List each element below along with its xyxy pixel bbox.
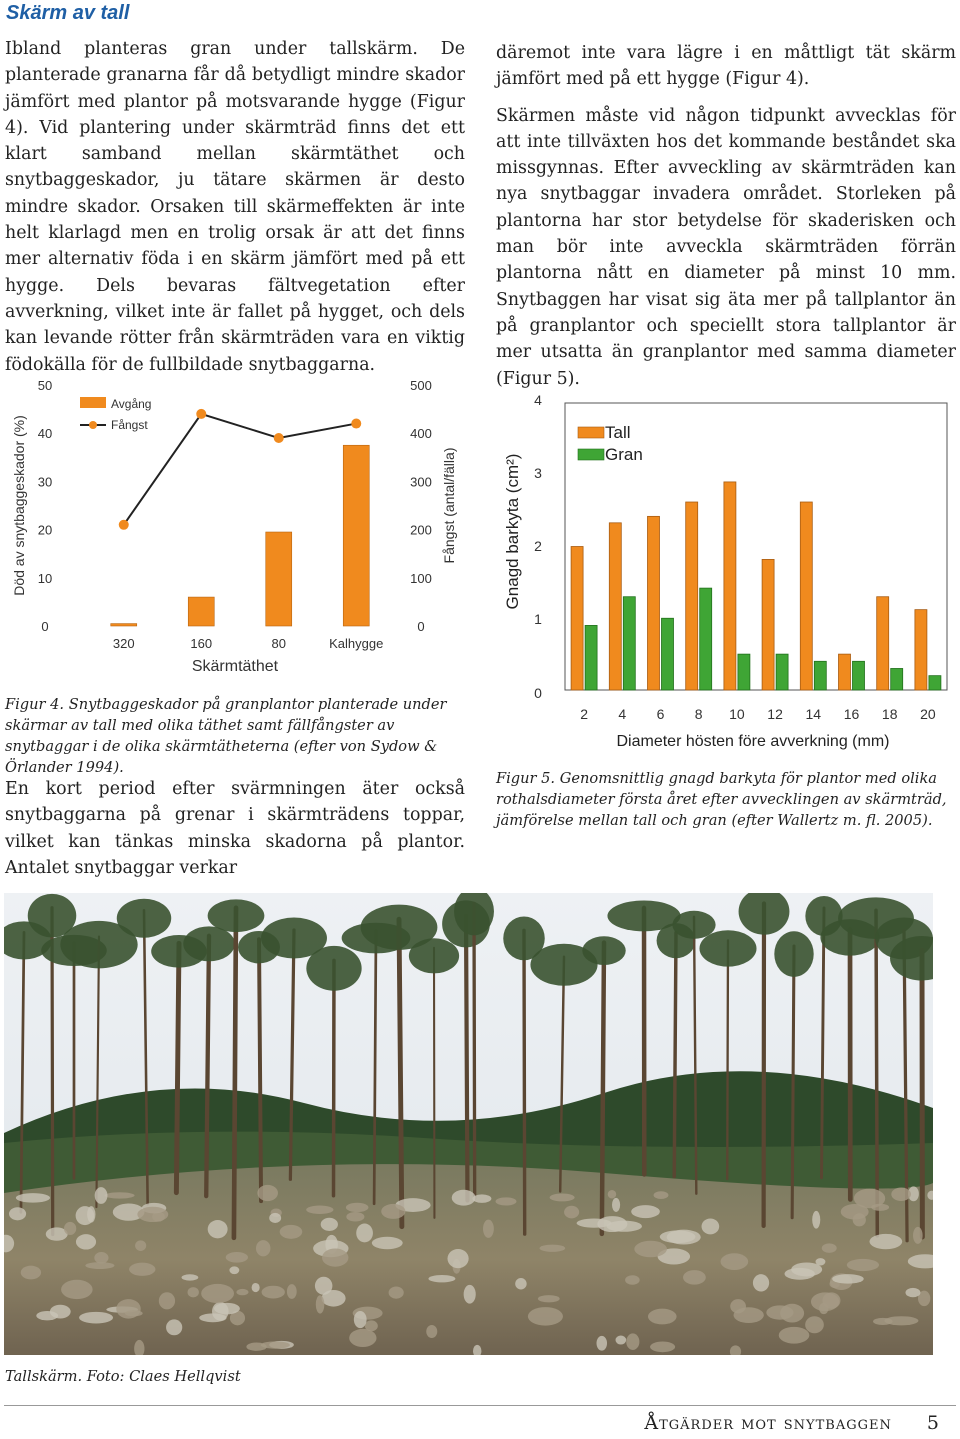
paragraph: Ibland planteras gran under tallskärm. De planterade granarna får då betydligt mindre skador jämfört med plantor på motsvarande hygge (Figur 4). Vid plantering under skärmträd finns det ett klart samband mellan skärmtäthet och snytbaggeskador, ju tätare skärmen är desto mindre skador. Orsaken till skärmeffekten är inte helt klarlagd men en trolig orsak är att det finns mer alternativ föda i en skärm jämfört med på ett hygge. Dels bevaras fältvegetation efter avverkning, vilket inte är fallet på hygget, och dels kan levande rötter från skärmträden vara en viktig födokälla för de fullbildade snytbaggarna. bbox=[5, 39, 465, 375]
figure-5-chart bbox=[480, 380, 960, 760]
ground-rock bbox=[648, 1309, 677, 1325]
ground-rock bbox=[346, 1203, 369, 1212]
tree-trunk bbox=[792, 946, 794, 1218]
ground-rock bbox=[389, 1286, 404, 1298]
ground-rock bbox=[464, 1285, 476, 1304]
line-fangst bbox=[124, 414, 357, 525]
bar-tall bbox=[915, 610, 927, 690]
ground-rock bbox=[766, 1305, 793, 1319]
ground-rock bbox=[346, 1212, 364, 1222]
ground-rock bbox=[577, 1218, 612, 1227]
bar-gran bbox=[853, 661, 865, 690]
ground-rock bbox=[891, 1187, 911, 1201]
x-tick-label: 160 bbox=[190, 636, 213, 651]
legend-marker-fangst bbox=[89, 421, 97, 429]
y-tick-label: 20 bbox=[37, 522, 53, 538]
y-tick-label: 0 bbox=[41, 619, 49, 634]
page-number: 5 bbox=[926, 1412, 940, 1434]
x-tick-label: 80 bbox=[271, 636, 286, 651]
left-bottom-text bbox=[5, 776, 465, 881]
ground-rock bbox=[64, 1222, 76, 1235]
bar-tall bbox=[686, 502, 698, 690]
ground-rock bbox=[654, 1191, 669, 1199]
tree-crown bbox=[699, 930, 756, 966]
ground-rock bbox=[61, 1280, 93, 1299]
ground-rock bbox=[615, 1336, 626, 1345]
legend-label-gran: Gran bbox=[605, 445, 643, 464]
y-tick-label: 3 bbox=[534, 465, 542, 481]
legend-swatch-gran bbox=[578, 449, 604, 460]
point-fangst bbox=[196, 409, 206, 419]
ground-rock bbox=[9, 1207, 26, 1220]
tree-trunk bbox=[206, 936, 209, 1196]
y2-tick-label: 400 bbox=[410, 426, 432, 442]
bar-tall bbox=[648, 516, 660, 690]
tree-trunk bbox=[466, 916, 467, 1201]
ground-rock bbox=[137, 1207, 168, 1222]
tree-crown bbox=[774, 931, 813, 977]
ground-rock bbox=[262, 1286, 285, 1299]
ground-rock bbox=[721, 1253, 749, 1270]
ground-rock bbox=[85, 1262, 114, 1269]
tree-crown bbox=[183, 926, 234, 961]
ground-rock bbox=[229, 1266, 239, 1274]
bar-tall bbox=[762, 559, 774, 690]
ground-rock bbox=[199, 1313, 226, 1322]
point-fangst bbox=[351, 419, 361, 429]
ground-rock bbox=[515, 1278, 526, 1289]
legend-label-avgang: Avgång bbox=[111, 397, 152, 411]
ground-rock bbox=[381, 1204, 405, 1219]
footer bbox=[644, 1412, 940, 1434]
ground-rock bbox=[256, 1240, 270, 1256]
tree-trunk bbox=[176, 943, 179, 1192]
ground-rock bbox=[448, 1249, 469, 1268]
ground-rock bbox=[540, 1245, 566, 1252]
right-column-text bbox=[496, 40, 956, 392]
ground-rock bbox=[847, 1259, 879, 1271]
ground-rock bbox=[608, 1190, 617, 1199]
ground-rock bbox=[597, 1336, 608, 1351]
ground-rock bbox=[550, 1193, 575, 1201]
ground-rock bbox=[246, 1342, 266, 1350]
ground-rock bbox=[322, 1248, 348, 1266]
tree-trunk bbox=[399, 919, 402, 1226]
ground-rock bbox=[428, 1275, 455, 1282]
x-tick-label: 6 bbox=[656, 706, 665, 722]
bar-gran bbox=[891, 668, 903, 690]
y2-tick-label: 0 bbox=[417, 619, 425, 634]
ground-rock bbox=[236, 1289, 248, 1295]
ground-rock bbox=[753, 1274, 769, 1291]
ground-rock bbox=[631, 1205, 660, 1218]
tree-trunk bbox=[674, 933, 676, 1177]
ground-rock bbox=[252, 1283, 260, 1292]
x-tick-label: 14 bbox=[805, 706, 822, 722]
x-tick-label: Kalhygge bbox=[329, 636, 384, 651]
x-tick-label: 20 bbox=[920, 706, 936, 722]
x-tick-label: 8 bbox=[694, 706, 703, 722]
paragraph: däremot inte vara lägre i en måttligt tät skärm jämfört med på ett hygge (Figur 4). bbox=[496, 43, 956, 90]
ground-rock bbox=[791, 1262, 822, 1276]
photo-caption: Tallskärm. Foto: Claes Hellqvist bbox=[5, 1368, 241, 1385]
ground-rock bbox=[316, 1295, 325, 1313]
ground-rock bbox=[94, 1252, 108, 1263]
paragraph: En kort period efter svärmningen äter också snytbaggarna på grenar i skärmträdens toppar, vilket kan tänkas minska skadorna på plantor. Antalet snytbaggar verkar bbox=[5, 779, 465, 878]
y-tick-label: 0 bbox=[534, 685, 542, 701]
y-tick-label: 50 bbox=[37, 378, 53, 393]
ground-rock bbox=[201, 1284, 234, 1303]
ground-rock bbox=[257, 1185, 278, 1201]
ground-rock bbox=[76, 1234, 96, 1249]
bar-tall bbox=[724, 482, 736, 690]
tree-trunk bbox=[259, 939, 261, 1201]
bar-gran bbox=[700, 588, 712, 690]
y2-tick-label: 100 bbox=[410, 570, 432, 586]
ground-rock bbox=[104, 1192, 134, 1198]
legend-label-fangst: Fångst bbox=[111, 418, 148, 432]
section-heading: Skärm av tall bbox=[6, 2, 130, 24]
figure-4-chart bbox=[0, 370, 480, 680]
ground-rock bbox=[208, 1220, 228, 1238]
ground-rock bbox=[805, 1316, 824, 1333]
tree-crown bbox=[409, 938, 459, 973]
ground-rock bbox=[36, 1311, 58, 1320]
x-tick-label: 10 bbox=[729, 706, 745, 722]
bar-tall bbox=[839, 654, 851, 690]
ground-rock bbox=[135, 1240, 146, 1251]
ground-rock bbox=[214, 1303, 240, 1315]
y-tick-label: 4 bbox=[534, 392, 542, 408]
y-tick-label: 40 bbox=[37, 426, 53, 442]
x-tick-label: 16 bbox=[843, 706, 860, 722]
x-tick-label: 320 bbox=[112, 636, 135, 651]
tree-trunk bbox=[727, 940, 728, 1179]
ground-rock bbox=[125, 1310, 143, 1316]
ground-rock bbox=[811, 1292, 839, 1311]
ground-rock bbox=[822, 1243, 837, 1252]
ground-rock bbox=[612, 1198, 620, 1212]
tree-trunk bbox=[602, 943, 604, 1234]
y-axis-label: Död av snytbaggeskador (%) bbox=[11, 415, 27, 596]
ground-rock bbox=[182, 1274, 199, 1280]
ground-rock bbox=[660, 1230, 696, 1243]
ground-rock bbox=[315, 1277, 333, 1295]
ground-rock bbox=[95, 1187, 108, 1204]
x-tick-label: 2 bbox=[580, 706, 588, 722]
ground-rock bbox=[166, 1319, 182, 1335]
y-tick-label: 1 bbox=[534, 611, 542, 627]
legend-swatch-tall bbox=[578, 427, 604, 438]
y-axis-label: Gnagd barkyta (cm²) bbox=[503, 453, 522, 610]
footer-title: Åtgärder mot snytbaggen bbox=[644, 1412, 892, 1434]
bar-gran bbox=[738, 654, 750, 690]
ground-rock bbox=[812, 1211, 820, 1229]
bar-tall bbox=[877, 597, 889, 690]
ground-rock bbox=[452, 1190, 476, 1206]
ground-rock bbox=[356, 1223, 373, 1242]
ground-rock bbox=[306, 1206, 333, 1214]
footer-rule bbox=[4, 1405, 956, 1406]
bar-tall bbox=[800, 502, 812, 690]
legend-swatch-avgang bbox=[80, 397, 106, 408]
figure-5-caption: Figur 5. Genomsnittlig gnagd barkyta för plantor med olika rothalsdiameter första året efter avvecklingen av skärmträd, jämförelse mellan tall och gran (efter Wallertz m. fl. 2005). bbox=[496, 770, 947, 829]
bar-avgang bbox=[111, 624, 137, 626]
bar-gran bbox=[585, 625, 597, 690]
forest-photo bbox=[4, 893, 933, 1355]
ground-rock bbox=[905, 1288, 920, 1297]
tree-crown bbox=[208, 899, 265, 932]
point-fangst bbox=[119, 520, 129, 530]
bar-gran bbox=[814, 661, 826, 690]
ground-rock bbox=[734, 1307, 764, 1323]
ground-rock bbox=[702, 1218, 720, 1234]
y2-tick-label: 300 bbox=[410, 474, 432, 490]
ground-rock bbox=[779, 1327, 810, 1344]
ground-rock bbox=[913, 1227, 923, 1244]
ground-rock bbox=[79, 1312, 113, 1324]
paragraph: Skärmen måste vid någon tidpunkt avvecklas för att inte tillväxten hos det kommande beståndet ska missgynnas. Efter avveckling av skärmträden kan nya snytbaggar invadera området. Storleken på plantorna har stor betydelse för skaderisken och man bör inte avveckla skärmträden förrän plantorna nått en diameter på minst 10 mm. Snytbaggen har visat sig äta mer på tallplantor än på granplantor och speciellt stora tallplantor är mer utsatta än granplantor med samma diameter (Figur 5). bbox=[496, 105, 956, 389]
ground-rock bbox=[16, 1193, 50, 1202]
tree-trunk bbox=[374, 930, 376, 1204]
ground-rock bbox=[528, 1307, 563, 1326]
tree-trunk bbox=[234, 908, 236, 1238]
y2-tick-label: 500 bbox=[410, 378, 432, 393]
bar-tall bbox=[571, 547, 583, 691]
bar-gran bbox=[929, 676, 941, 690]
x-axis-label: Skärmtäthet bbox=[191, 658, 279, 675]
ground-rock bbox=[564, 1206, 579, 1219]
ground-rock bbox=[650, 1342, 675, 1353]
figure-4-caption: Figur 4. Snytbaggeskador på granplantor planterade under skärmar av tall med olika täthet samt fällfångster av snytbaggar i de olika skärmtätheterna (efter von Sydow & Örlander 1994). bbox=[5, 696, 447, 776]
bar-avgang bbox=[188, 597, 214, 626]
ground-rock bbox=[483, 1220, 494, 1238]
ground-rock bbox=[426, 1325, 437, 1338]
y-tick-label: 10 bbox=[37, 570, 53, 586]
x-tick-label: 18 bbox=[881, 706, 898, 722]
ground-rock bbox=[280, 1225, 303, 1239]
y2-tick-label: 200 bbox=[410, 522, 432, 538]
x-axis-label: Diameter hösten före avverkning (mm) bbox=[616, 733, 890, 750]
ground-rock bbox=[159, 1292, 175, 1309]
ground-rock bbox=[538, 1295, 560, 1302]
bar-gran bbox=[623, 597, 635, 690]
ground-rock bbox=[832, 1274, 864, 1284]
tree-crown bbox=[582, 936, 625, 965]
bar-avgang bbox=[266, 532, 292, 626]
ground-rock bbox=[372, 1237, 403, 1249]
ground-rock bbox=[226, 1252, 248, 1263]
ground-rock bbox=[287, 1284, 297, 1299]
x-tick-label: 4 bbox=[618, 706, 627, 722]
bar-gran bbox=[662, 618, 674, 690]
ground-rock bbox=[349, 1329, 376, 1347]
ground-rock bbox=[625, 1275, 640, 1284]
ground-rock bbox=[626, 1333, 639, 1350]
tree-trunk bbox=[474, 903, 475, 1198]
ground-rock bbox=[496, 1197, 517, 1205]
ground-rock bbox=[683, 1270, 706, 1285]
tree-trunk bbox=[524, 930, 525, 1234]
ground-rock bbox=[321, 1218, 338, 1231]
bar-avgang bbox=[343, 445, 369, 626]
y-tick-label: 30 bbox=[37, 474, 53, 490]
ground-rock bbox=[354, 1311, 367, 1328]
tree-crown bbox=[117, 899, 171, 938]
tree-crown bbox=[672, 911, 715, 939]
ground-rock bbox=[841, 1204, 869, 1219]
bar-gran bbox=[776, 654, 788, 690]
tree-trunk bbox=[876, 910, 877, 1236]
left-column-text bbox=[5, 36, 465, 378]
ground-rock bbox=[188, 1287, 199, 1297]
legend-label-tall: Tall bbox=[605, 423, 631, 442]
point-fangst bbox=[274, 433, 284, 443]
x-tick-label: 12 bbox=[767, 706, 783, 722]
ground-rock bbox=[21, 1266, 41, 1280]
ground-rock bbox=[607, 1221, 642, 1232]
y2-axis-label: Fångst (antal/fälla) bbox=[441, 447, 457, 564]
tree-crown bbox=[306, 946, 361, 991]
ground-rock bbox=[269, 1213, 281, 1223]
ground-rock bbox=[884, 1316, 918, 1325]
ground-rock bbox=[870, 1234, 903, 1249]
y-tick-label: 2 bbox=[534, 538, 542, 554]
ground-rock bbox=[129, 1263, 155, 1276]
bar-tall bbox=[609, 523, 621, 690]
ground-rock bbox=[634, 1241, 667, 1257]
ground-rock bbox=[87, 1206, 95, 1222]
